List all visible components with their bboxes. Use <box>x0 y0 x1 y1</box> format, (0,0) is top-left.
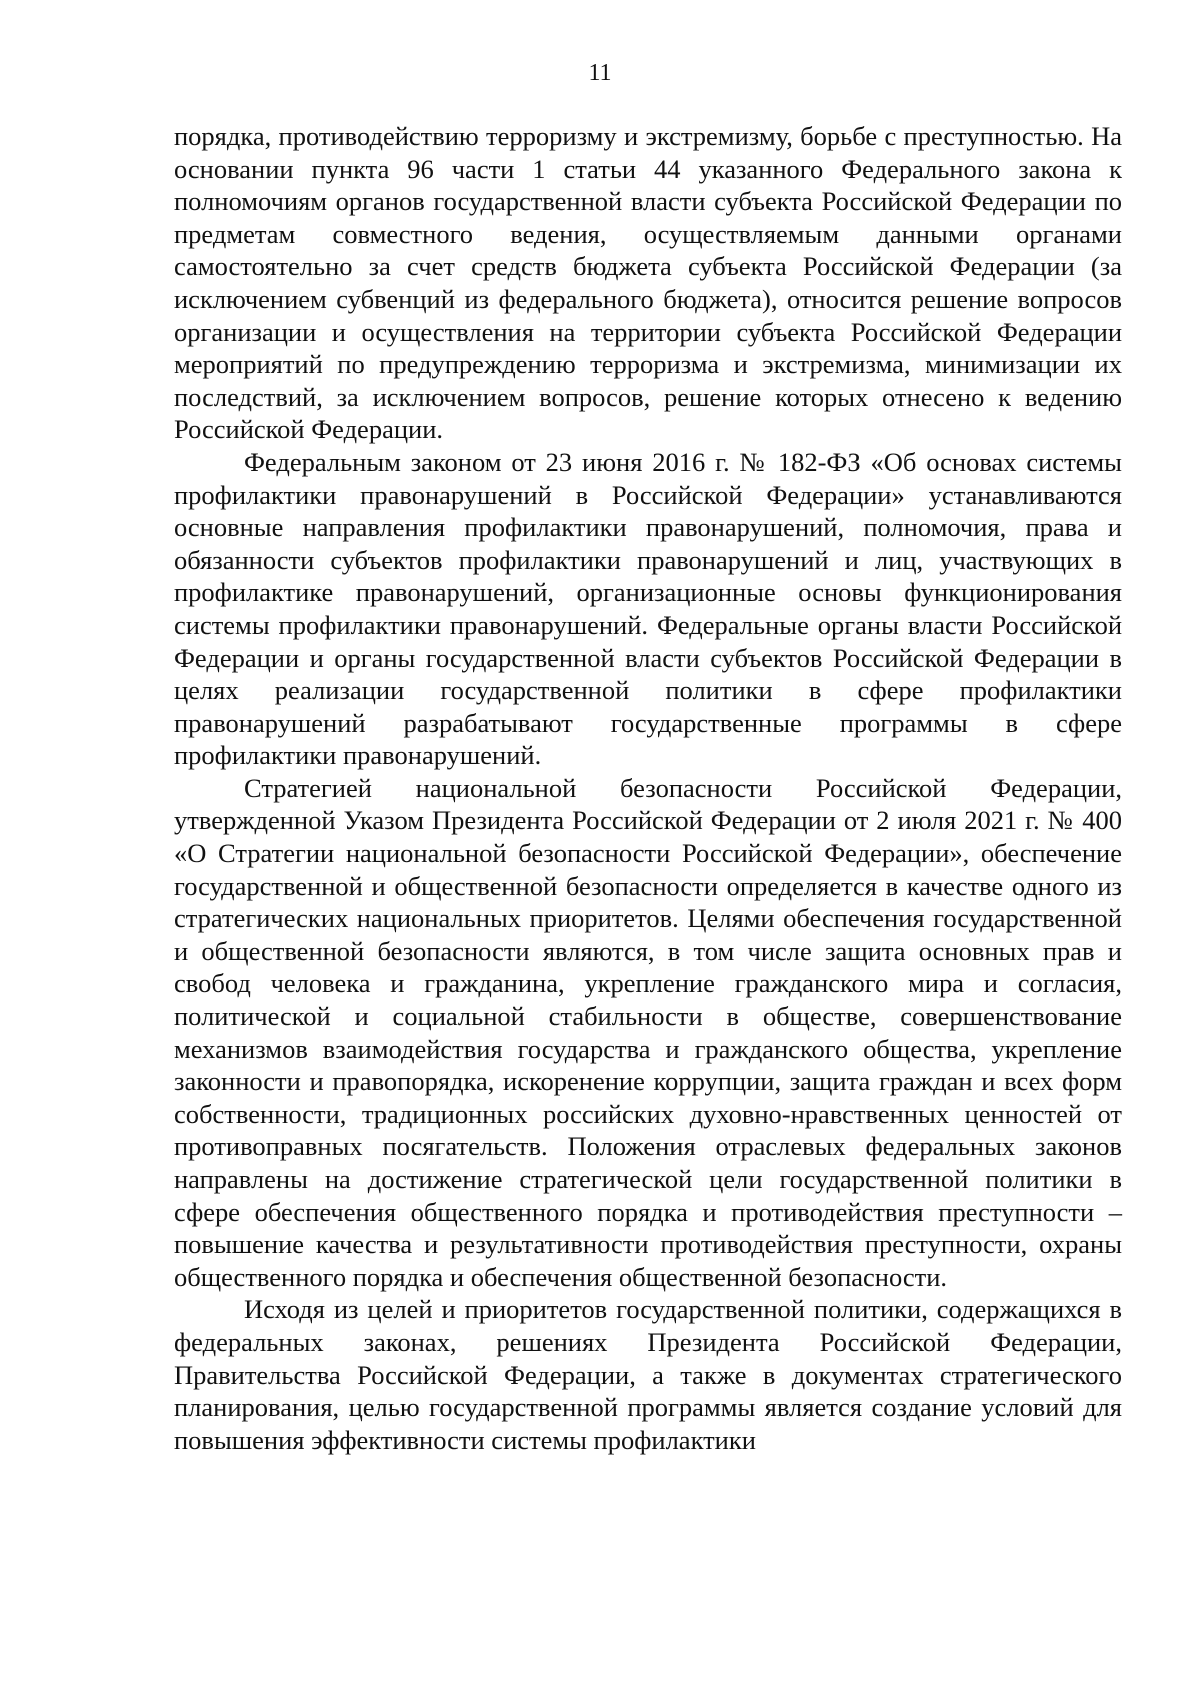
paragraph-2: Федеральным законом от 23 июня 2016 г. № 182-ФЗ «Об основах системы профилактики правонарушений в Российской Федерации» устанавливаются основные направления профилактики правонарушений, полномочия, права и обязанности субъектов профилактики правонарушений и лиц, участвующих в профилактике правонарушений, организационные основы функционирования системы профилактики правонарушений. Федеральные органы власти Российской Федерации и органы государственной власти субъектов Российской Федерации в целях реализации государственной политики в сфере профилактики правонарушений разрабатывают государственные программы в сфере профилактики правонарушений. <box>174 446 1122 771</box>
page-number: 11 <box>588 60 612 86</box>
paragraph-4: Исходя из целей и приоритетов государственной политики, содержащихся в федеральных законах, решениях Президента Российской Федерации, Правительства Российской Федерации, а также в документах стратегического планирования, целью государственной программы является создание условий для повышения эффективности системы профилактики <box>174 1294 1122 1455</box>
paragraph-1: порядка, противодействию терроризму и экстремизму, борьбе с преступностью. На основании пункта 96 части 1 статьи 44 указанного Федерального закона к полномочиям органов государственной власти субъекта Российской Федерации по предметам совместного ведения, осуществляемым данными органами самостоятельно за счет средств бюджета субъекта Российской Федерации (за исключением субвенций из федерального бюджета), относится решение вопросов организации и осуществления на территории субъекта Российской Федерации мероприятий по предупреждению терроризма и экстремизма, минимизации их последствий, за исключением вопросов, решение которых отнесено к ведению Российской Федерации. <box>174 121 1122 445</box>
document-body <box>174 120 1122 1456</box>
paragraph-3: Стратегией национальной безопасности Российской Федерации, утвержденной Указом Президента Российской Федерации от 2 июля 2021 г. № 400 «О Стратегии национальной безопасности Российской Федерации», обеспечение государственной и общественной безопасности определяется в качестве одного из стратегических национальных приоритетов. Целями обеспечения государственной и общественной безопасности являются, в том числе защита основных прав и свобод человека и гражданина, укрепление гражданского мира и согласия, политической и социальной стабильности в обществе, совершенствование механизмов взаимодействия государства и гражданского общества, укрепление законности и правопорядка, искоренение коррупции, защита граждан и всех форм собственности, традиционных российских духовно-нравственных ценностей от противоправных посягательств. Положения отраслевых федеральных законов направлены на достижение стратегической цели государственной политики в сфере обеспечения общественного порядка и противодействия преступности – повышение качества и результативности противодействия преступности, охраны общественного порядка и обеспечения общественной безопасности. <box>174 772 1122 1292</box>
